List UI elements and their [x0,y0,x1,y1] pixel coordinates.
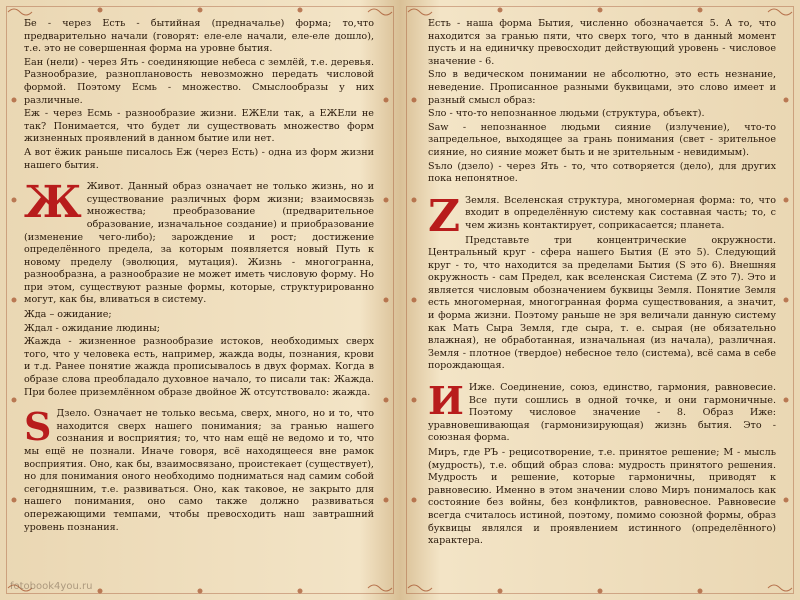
drop-cap-z: Z [428,190,461,242]
paragraph-circles: Представьте три концентрические окружности. Центральный круг - сфера нашего Бытия (Е это 5). Следующий круг - то, что находится за пределами Бытия (S это 6). Внешняя окружность - сам Предел, как вселенская Система (Z это 7). Это и является числовым обозначением буквицы Земля. Понятие Земля есть многомерная, многогранная форма существования, а значит, и форма жизни. Поэтому раньше не зря величали данную систему как Мать Сыра Земля, где сыра, т. е. сырая (не обязательно влажная), не обработанная, изначальная (из начала), различная. Земля - плотное (твердое) небесное тело (система), всё сама в себе порождающая. [428,234,776,372]
section-zhivot [24,177,374,307]
paragraph-zhdal: Ждал - ожидание людины; [24,322,160,334]
paragraph-zhivot: Живот. Данный образ означает не только жизнь, но и существование различных форм жизни; взаимосвязь множества; преобразование (предварительное образование, изначальное создание) и приобразование (изменение чего-либо); зарождение и рост; достижение определённого предела, за которым появляется новый Путь к новому пределу (эволюция, мутация). Жизнь - многогранна, разнообразна, а разнообразие не может иметь числовую форму. Но при этом, существуют разные формы, которые, структурированно могут, как бы, вливаться в систему. [24,181,374,306]
paragraph-est: Есть - наша форма Бытия, численно обозначается 5. А то, что находится за гранью пяти, что сверх того, что в данный момент пусть и на единичку превосходит действующий уровень - числовое значение - 6. [428,18,776,67]
paragraph-zemlya: Земля. Вселенская структура, многомерная форма: то, что входит в определённую систему как составная часть; то, с чем жизнь контактирует, соприкасается; планета. [465,194,776,231]
paragraph-dzelo: Дзело. Означает не только весьма, сверх, много, но и то, что находится сверх нашего понимания; за гранью нашего сознания и восприятия; то, что нам ещё не ведомо и то, что мы ещё не познали. Иначе говоря, всё находящееся вне рамок восприятия. Оно, как бы, взаимосвязано, проистекает (существует), но для понимания оного необходимо подниматься над самим собой сегодняшним, т.е. развиваться. Оно, как таковое, не закрыто для нашего понимания, оно само также должно развиваться опережающими темпами, чтобы превосходить наш завтрашний уровень познания. [24,408,374,533]
drop-cap-s: S [24,404,52,450]
paragraph-zhazhda: Жажда - жизненное разнообразие истоков, необходимых сверх того, что у человека есть, например, жажда воды, познания, крови и т.д. Ранее понятие жажда прописывалось в двух формах. Когда в образе слова преобладало духовное начало, то писали так: Жажда. При более приземлённом образе двойное Ж отсутствовало: жажда. [24,336,374,398]
paragraph-izhe: Иже. Соединение, союз, единство, гармония, равновесие. Все пути сошлись в одной точке, и они гармоничные. Поэтому числовое значение - 8. Образ Иже: уравновешивающая (гармонизирующая) жизнь бытия. Это - союзная форма. [428,382,776,444]
section-zemlya [428,190,776,242]
watermark-text: fotobook4you.ru [10,581,93,592]
right-page [400,0,800,600]
drop-cap-zh: Ж [24,177,82,229]
paragraph-ean: Еан (нели) - через Ять - соединяющие небеса с землёй, т.е. деревья. Разнообразие, разноплановость невозможно передать числовой формой. Поэтому Есмь - множество. Смыслообразы у них различные. [24,56,374,106]
paragraph-sjelo: Sъло (дзело) - через Ять - то, что сотворяется (дело), для других пока непонятное. [428,160,776,185]
paragraph-ezhik: А вот ёжик раньше писалось Еж (через Есть) - одна из форм жизни нашего бытия. [24,146,374,171]
paragraph-slo-intro: Sло в ведическом понимании не абсолютно, это есть незнание, неведение. Прописанное разными буквицами, это слово имеет и разный смысл образ: [428,69,776,106]
paragraph-be: Бе - через Есть - бытийная (предначалье) форма; то,что предварительно начали (говорят: еле-еле начали, еле-еле дошло), т.е. это не совершенная форма на уровне бытия. [24,18,374,55]
paragraph-slo: Sло - что-то непознанное людьми (структура, объект). [428,108,705,120]
section-dzelo [24,404,374,534]
paragraph-zhda: Жда – ожидание; [24,309,112,321]
section-izhe [428,378,776,445]
paragraph-ezh: Еж - через Есмь - разнообразие жизни. ЕЖЕли так, а ЕЖЕли не так? Понимается, что будет ли существовать множество форм жизненных проявлений в данном бытие или нет. [24,108,374,145]
paragraph-saw: Sаw - непознанное людьми сияние (излучение), что-то запредельное, выходящее за грань понимания (свет - зрительное сияние, но сияние может быть и не зрительным - невидимым). [428,121,776,158]
paragraph-mir: Миръ, где РЪ - рецисотворение, т.е. принятое решение; М - мысль (мудрость), т.е. общий образ слова: мудрость принятого решения. Мудрость и решение, которые гармоничны, приводят к равновесию. Именно в этом значении слово Миръ понималось как состояние без войны, без конфликтов, равновесное. Равновесие всегда считалось истиной, поэтому, помимо союзной формы, образ буквицы являлся и проявлением истинного (определённого) характера. [428,447,776,547]
drop-cap-i: И [428,378,464,424]
